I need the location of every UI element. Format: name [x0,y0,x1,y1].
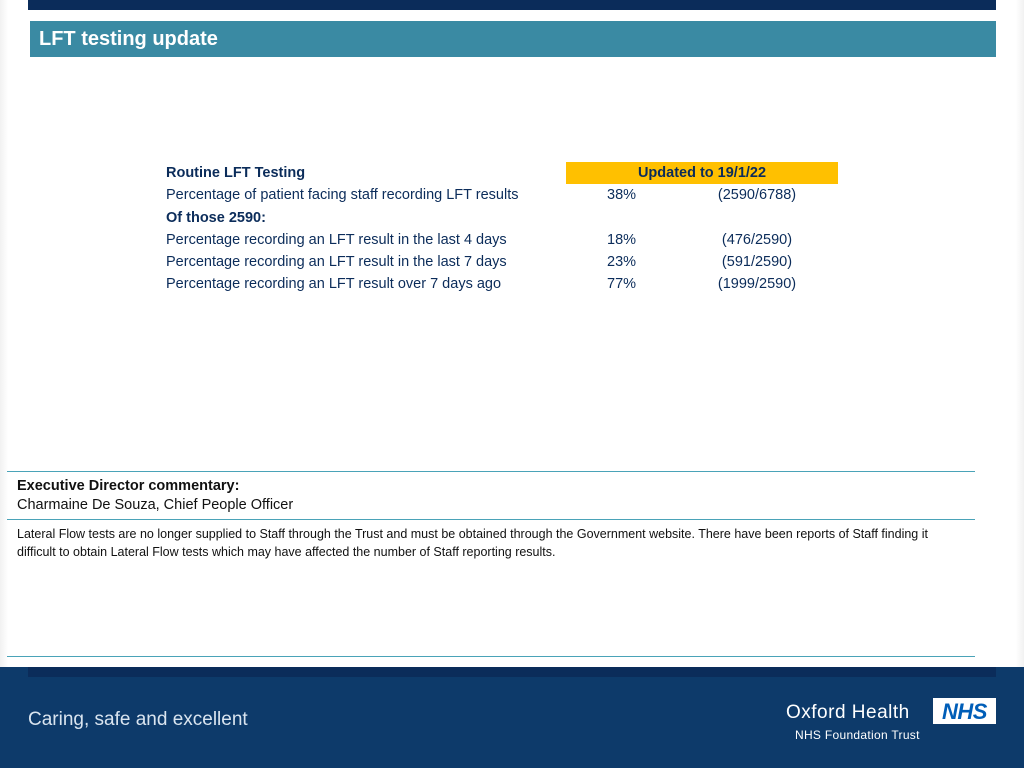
stats-row-percentage: 38% [607,187,637,204]
stats-row [166,229,838,251]
stats-row [166,251,838,273]
updated-date-label: Updated to 19/1/22 [637,165,767,181]
stats-subheading-row [166,207,838,229]
commentary-title: Executive Director commentary: [17,478,240,494]
nhs-logo-text: NHS [942,699,987,724]
title-banner [30,21,996,57]
stats-heading: Routine LFT Testing [166,165,306,181]
commentary-top-divider [7,471,975,472]
stats-row-count: (476/2590) [721,231,793,248]
lft-stats-table [166,162,838,296]
stats-heading-row [166,162,838,184]
stats-row [166,184,838,206]
commentary-author: Charmaine De Souza, Chief People Officer [17,497,294,513]
commentary-mid-divider [7,519,975,520]
organisation-subtitle: NHS Foundation Trust [795,728,920,742]
stats-row-label: Percentage recording an LFT result in the last 4 days [166,231,507,248]
stats-row-label: Percentage recording an LFT result in the last 7 days [166,254,507,271]
commentary-bottom-divider [7,656,975,657]
left-edge-shadow [0,0,8,668]
updated-date-badge [566,162,838,184]
footer-accent-strip [28,667,996,677]
footer [0,667,1024,768]
stats-row-percentage: 23% [607,254,637,271]
page-title: LFT testing update [39,28,218,50]
stats-row-label: Percentage recording an LFT result over 7 days ago [166,276,502,293]
stats-row-count: (591/2590) [721,254,793,271]
nhs-logo-icon [933,698,996,724]
footer-tagline: Caring, safe and excellent [28,709,248,730]
commentary-body: Lateral Flow tests are no longer supplied to Staff through the Trust and must be obtained through the Government website. There have been reports of Staff finding it difficult to obtain Lateral Flow tests which may have affected the number of Staff reporting results. [17,527,928,559]
top-accent-bar [28,0,996,10]
stats-row [166,273,838,295]
stats-row-percentage: 77% [607,276,637,293]
stats-row-label: Percentage of patient facing staff recording LFT results [166,187,519,204]
right-edge-shadow [1016,0,1024,668]
stats-subheading: Of those 2590: [166,209,266,226]
stats-row-percentage: 18% [607,231,637,248]
organisation-name: Oxford Health [786,702,910,723]
stats-row-count: (2590/6788) [717,187,797,204]
stats-row-count: (1999/2590) [717,276,797,293]
